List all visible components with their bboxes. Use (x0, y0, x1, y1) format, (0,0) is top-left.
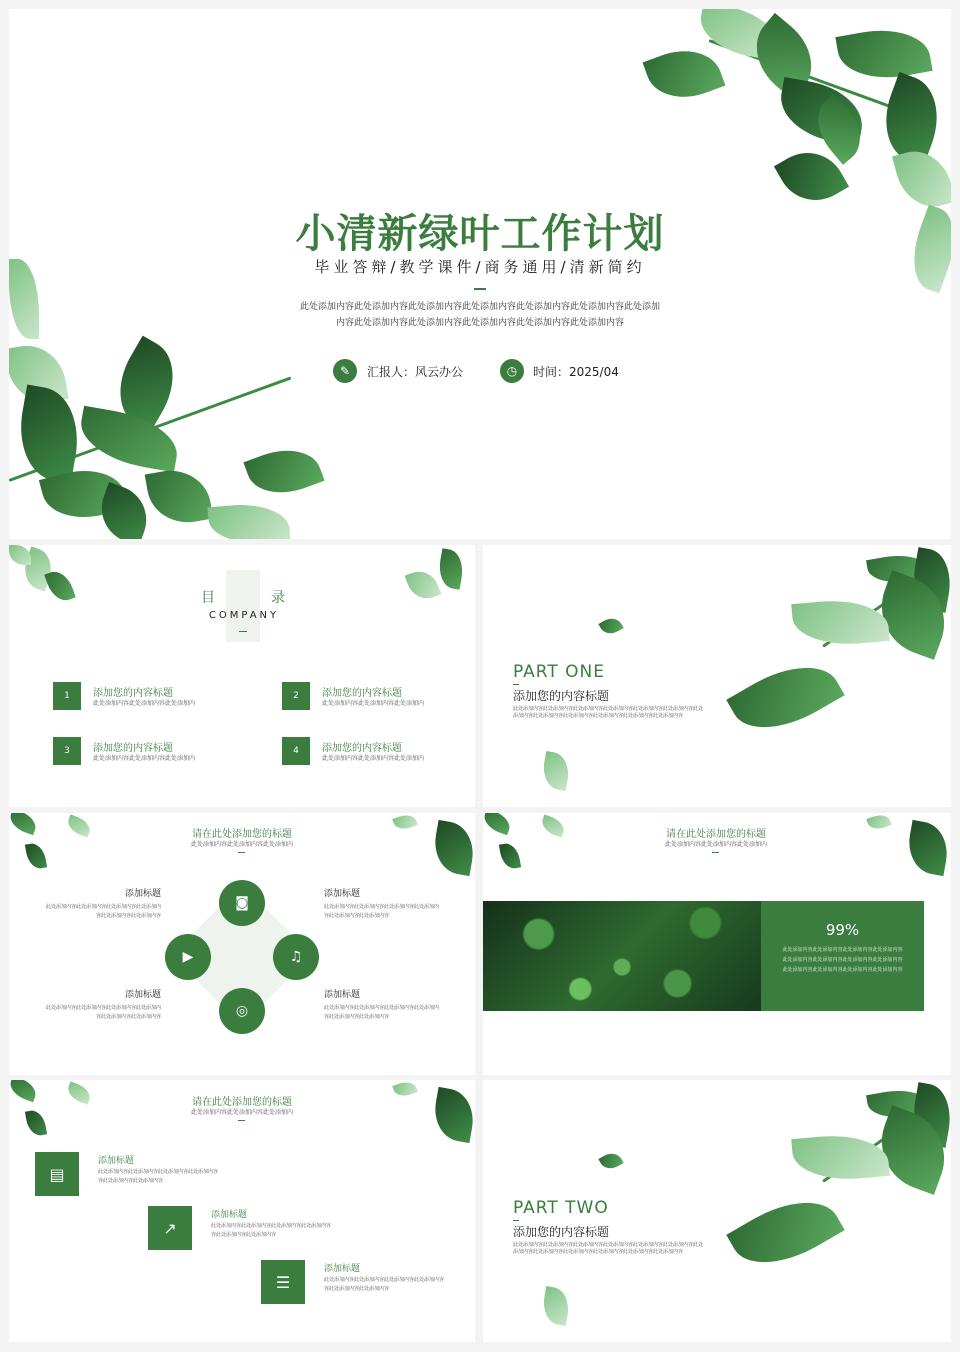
block-bottom-right (324, 987, 459, 1022)
share-icon[interactable]: ↗ (148, 1206, 192, 1250)
headphones-icon[interactable]: ♫ (273, 934, 319, 980)
title-divider (238, 852, 245, 853)
toc-item-desc: 此处添加内容此处添加内容此处添加内 (322, 755, 425, 762)
row-title: 添加标题 (98, 1156, 135, 1166)
part-two-label: PART TWO (513, 1198, 609, 1218)
row-desc-1: 此处添加内容此处添加内容此处添加内容此处添加内容 (324, 1277, 445, 1283)
toc-subtitle: COMPANY (208, 610, 280, 621)
toc-item-title: 添加您的内容标题 (93, 688, 173, 699)
block-desc-1: 此处添加内容此处添加内容此处添加内容此处添加内 (45, 1005, 161, 1011)
stat-panel (761, 901, 924, 1011)
block-desc-1: 此处添加内容此处添加内容此处添加内容此处添加内 (324, 904, 440, 910)
block-desc-1: 此处添加内容此处添加内容此处添加内容此处添加内 (45, 904, 161, 910)
toc-item-desc: 此处添加内容此处添加内容此处添加内 (322, 700, 425, 707)
title-divider (474, 288, 486, 290)
slide-title: 请在此处添加您的标题 (192, 1097, 292, 1108)
camera-icon[interactable]: ◙ (219, 880, 265, 926)
toc-item-title: 添加您的内容标题 (322, 743, 402, 754)
slide-subtitle: 此处添加内容此处添加内容此处添加内 (664, 841, 767, 848)
stat-line-1: 此处添加内容此处添加内容此处添加内容此处添加内容 (782, 947, 903, 953)
part-two-title: 添加您的内容标题 (513, 1225, 610, 1239)
block-desc-2: 容此处添加内容此处添加内容 (95, 1014, 161, 1020)
row-desc-2: 容此处添加内容此处添加内容 (98, 1178, 164, 1184)
clock-icon: ◷ (500, 359, 524, 383)
part-one-desc-2: 添加内容此处添加内容此处添加内容此处添加内容此处添加内容此处添加内容 (513, 713, 684, 719)
toc-item-4[interactable] (282, 737, 462, 767)
slide-title: 请在此处添加您的标题 (192, 829, 292, 840)
block-desc-2: 容此处添加内容此处添加内容 (324, 913, 390, 919)
toc-number-4: 4 (282, 737, 310, 765)
toc-title-b: 录 (271, 590, 285, 606)
stat-line-2: 此处添加内容此处添加内容此处添加内容此处添加内容 (782, 957, 903, 963)
toc-number-1: 1 (53, 682, 81, 710)
time-label: 时间：2025/04 (533, 365, 619, 379)
staggered-list-slide (9, 1080, 475, 1342)
block-top-right (324, 886, 459, 921)
toc-divider (239, 631, 247, 632)
block-desc-2: 容此处添加内容此处添加内容 (95, 913, 161, 919)
title-divider (712, 852, 719, 853)
chat-icon[interactable]: ☰ (261, 1260, 305, 1304)
stat-line-3: 此处添加内容此处添加内容此处添加内容此处添加内容 (782, 967, 903, 973)
toc-number-3: 3 (53, 737, 81, 765)
part-one-desc-1: 此处添加内容此处添加内容此处添加内容此处添加内容此处添加内容此处添加内容此处 (513, 706, 704, 712)
toc-item-3[interactable] (53, 737, 253, 767)
slide-subtitle: 此处添加内容此处添加内容此处添加内 (190, 1109, 293, 1116)
part-two-divider (513, 1220, 519, 1221)
cover-description-line-2: 内容此处添加内容此处添加内容此处添加内容此处添加内容此处添加内容 (335, 318, 624, 328)
row-desc-1: 此处添加内容此处添加内容此处添加内容此处添加内容 (211, 1223, 332, 1229)
part-one-title: 添加您的内容标题 (513, 689, 610, 703)
block-title: 添加标题 (324, 889, 361, 899)
toc-slide (9, 545, 475, 807)
part-one-divider (513, 684, 519, 685)
row-desc-2: 容此处添加内容此处添加内容 (324, 1286, 390, 1292)
row-desc-1: 此处添加内容此处添加内容此处添加内容此处添加内容 (98, 1169, 219, 1175)
row-desc-2: 容此处添加内容此处添加内容 (211, 1232, 277, 1238)
cover-slide (9, 9, 951, 539)
stat-percent: 99% (825, 921, 860, 939)
block-title: 添加标题 (324, 990, 361, 1000)
block-bottom-left (29, 987, 161, 1022)
part-two-desc-1: 此处添加内容此处添加内容此处添加内容此处添加内容此处添加内容此处添加内容此处 (513, 1242, 704, 1248)
block-title: 添加标题 (124, 889, 161, 899)
title-divider (238, 1120, 245, 1121)
photo-stat-slide (483, 813, 951, 1075)
toc-number-2: 2 (282, 682, 310, 710)
part-two-desc-2: 添加内容此处添加内容此处添加内容此处添加内容此处添加内容此处添加内容 (513, 1249, 684, 1255)
toc-item-1[interactable] (53, 682, 253, 712)
block-desc-1: 此处添加内容此处添加内容此处添加内容此处添加内 (324, 1005, 440, 1011)
toc-item-title: 添加您的内容标题 (322, 688, 402, 699)
toc-item-desc: 此处添加内容此处添加内容此处添加内 (93, 755, 196, 762)
four-points-slide (9, 813, 475, 1075)
slide-subtitle: 此处添加内容此处添加内容此处添加内 (190, 841, 293, 848)
part-one-slide (483, 545, 951, 807)
part-one-label: PART ONE (513, 662, 605, 682)
cover-title: 小清新绿叶工作计划 (295, 211, 665, 257)
foliage-photo (483, 901, 761, 1011)
block-top-left (29, 886, 161, 921)
disc-icon[interactable]: ◎ (219, 988, 265, 1034)
slide-title: 请在此处添加您的标题 (666, 829, 766, 840)
clipboard-icon[interactable]: ▤ (35, 1152, 79, 1196)
toc-title-a: 目 (201, 590, 215, 606)
row-title: 添加标题 (211, 1210, 248, 1220)
toc-item-title: 添加您的内容标题 (93, 743, 173, 754)
reporter-label: 汇报人：风云办公 (367, 365, 464, 379)
pencil-icon: ✎ (333, 359, 357, 383)
cover-description-line-1: 此处添加内容此处添加内容此处添加内容此处添加内容此处添加内容此处添加内容此处添加 (299, 302, 660, 312)
block-desc-2: 容此处添加内容此处添加内容 (324, 1014, 390, 1020)
block-title: 添加标题 (124, 990, 161, 1000)
video-icon[interactable]: ▶ (165, 934, 211, 980)
toc-item-desc: 此处添加内容此处添加内容此处添加内 (93, 700, 196, 707)
cover-subtitle: 毕业答辩/教学课件/商务通用/清新简约 (314, 258, 646, 276)
toc-item-2[interactable] (282, 682, 462, 712)
row-title: 添加标题 (324, 1264, 361, 1274)
part-two-slide (483, 1080, 951, 1342)
